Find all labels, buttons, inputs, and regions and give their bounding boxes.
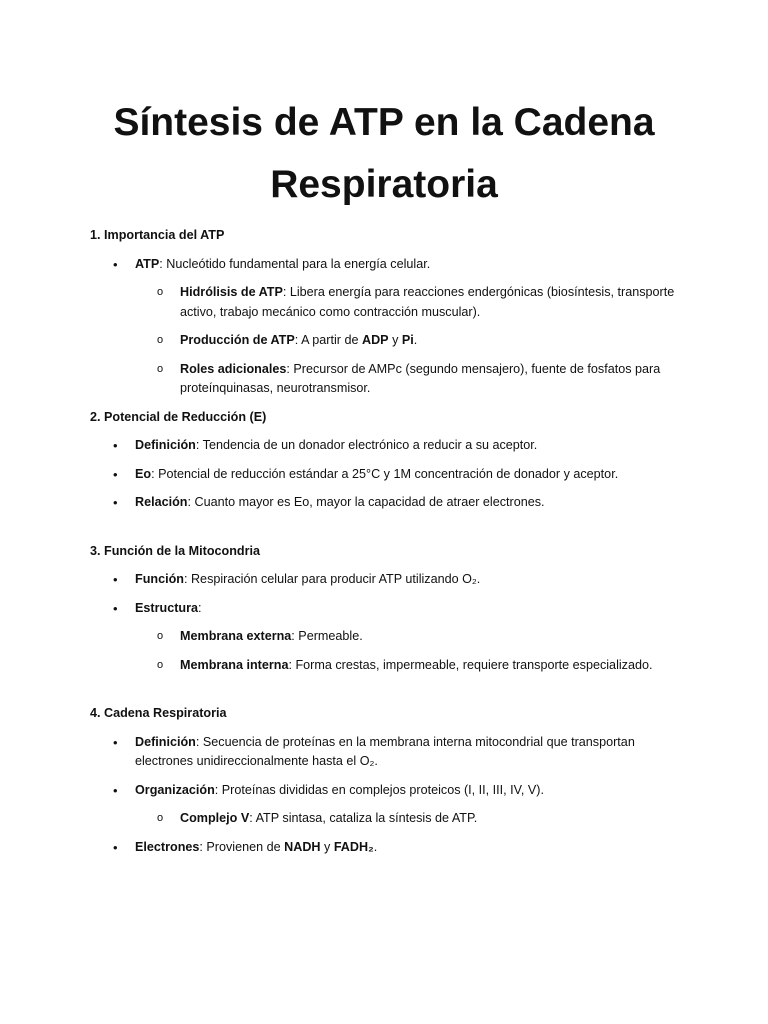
section-heading: 2. Potencial de Reducción (E) bbox=[90, 409, 267, 424]
item-text: : Tendencia de un donador electrónico a reducir a su aceptor. bbox=[195, 438, 538, 452]
section-heading: 1. Importancia del ATP bbox=[90, 228, 225, 242]
bullet-dot-icon: • bbox=[113, 782, 118, 798]
item-text: : Cuanto mayor es Eo, mayor la capacidad de atraer electrones. bbox=[187, 495, 545, 509]
item-text: . bbox=[373, 839, 378, 854]
bullet-list bbox=[90, 255, 690, 399]
item-term: Función bbox=[135, 572, 184, 586]
item-term: Relación bbox=[135, 495, 188, 509]
bullet-list bbox=[90, 570, 690, 675]
bullet-dot-icon: • bbox=[113, 466, 118, 482]
item-term: Eo bbox=[135, 466, 152, 481]
hollow-circle-bullet-icon: o bbox=[157, 362, 164, 375]
sub-bullet-list bbox=[135, 283, 690, 399]
list-item bbox=[90, 436, 690, 456]
sub-list-item bbox=[135, 331, 690, 351]
item-strong: FADH₂ bbox=[333, 839, 374, 854]
item-text: : Secuencia de proteínas en la membrana interna mitocondrial que transportan electrones unidireccionalmente hasta el O₂. bbox=[135, 734, 635, 768]
item-term: Estructura bbox=[135, 600, 198, 615]
item-text: y bbox=[320, 839, 334, 854]
page-title: Síntesis de ATP en la Cadena Respiratoria bbox=[113, 101, 655, 206]
item-term: Producción de ATP bbox=[180, 333, 295, 347]
spacer bbox=[90, 522, 690, 542]
bullet-dot-icon: • bbox=[113, 438, 118, 453]
item-strong: ADP bbox=[361, 333, 389, 347]
sub-list-item bbox=[135, 809, 690, 829]
item-term: Definición bbox=[135, 438, 196, 452]
spacer bbox=[90, 684, 690, 704]
section-importancia-atp bbox=[90, 226, 690, 399]
list-item bbox=[90, 570, 690, 590]
item-text: : A partir de bbox=[294, 333, 362, 347]
bullet-dot-icon: • bbox=[113, 495, 118, 510]
section-potencial-reduccion bbox=[90, 408, 690, 513]
list-item bbox=[90, 465, 690, 485]
item-text: : Nucleótido fundamental para la energía celular. bbox=[159, 256, 431, 271]
item-text: : bbox=[198, 600, 202, 615]
item-text: : Respiración celular para producir ATP utilizando O₂. bbox=[183, 572, 481, 586]
item-text: : Precursor de AMPc (segundo mensajero), fuente de fosfatos para proteínquinasas, neurotransmisor. bbox=[180, 361, 661, 395]
sub-bullet-list bbox=[135, 809, 690, 829]
document-body bbox=[90, 226, 690, 866]
bullet-dot-icon: • bbox=[113, 256, 118, 272]
section-heading: 4. Cadena Respiratoria bbox=[90, 706, 227, 720]
item-text: : ATP sintasa, cataliza la síntesis de ATP. bbox=[249, 811, 478, 825]
section-cadena-respiratoria bbox=[90, 704, 690, 857]
hollow-circle-bullet-icon: o bbox=[157, 286, 164, 298]
list-item bbox=[90, 599, 690, 676]
item-text: : Forma crestas, impermeable, requiere transporte especializado. bbox=[288, 657, 653, 672]
sub-list-item bbox=[135, 283, 690, 322]
item-term: Roles adicionales bbox=[180, 361, 287, 376]
hollow-circle-bullet-icon: o bbox=[157, 334, 164, 346]
section-funcion-mitocondria bbox=[90, 542, 690, 676]
item-text: y bbox=[388, 333, 402, 347]
item-term: Membrana externa bbox=[180, 629, 292, 643]
item-term: Definición bbox=[135, 734, 196, 749]
list-item bbox=[90, 733, 690, 772]
item-term: Organización bbox=[135, 782, 215, 797]
item-strong: NADH bbox=[284, 839, 321, 854]
bullet-list bbox=[90, 733, 690, 858]
item-term: Electrones bbox=[135, 839, 200, 854]
hollow-circle-bullet-icon: o bbox=[157, 630, 164, 642]
list-item bbox=[90, 781, 690, 829]
section-heading: 3. Función de la Mitocondria bbox=[90, 543, 261, 558]
item-text: . bbox=[413, 333, 418, 347]
list-item bbox=[90, 255, 690, 399]
sub-list-item bbox=[135, 360, 690, 399]
list-item bbox=[90, 493, 690, 513]
item-text: : Potencial de reducción estándar a 25°C y 1M concentración de donador y aceptor. bbox=[151, 466, 619, 481]
item-text: : Libera energía para reacciones endergónicas (biosíntesis, transporte activo, trabajo mecánico como contracción muscular). bbox=[180, 285, 675, 319]
hollow-circle-bullet-icon: o bbox=[157, 658, 164, 671]
sub-bullet-list bbox=[135, 627, 690, 675]
bullet-dot-icon: • bbox=[113, 839, 118, 855]
sub-list-item bbox=[135, 627, 690, 647]
item-term: Hidrólisis de ATP bbox=[180, 285, 283, 299]
item-text: : Provienen de bbox=[199, 839, 285, 854]
hollow-circle-bullet-icon: o bbox=[157, 812, 164, 824]
list-item bbox=[90, 838, 690, 858]
bullet-dot-icon: • bbox=[113, 734, 118, 750]
item-term: ATP bbox=[135, 256, 160, 271]
bullet-dot-icon: • bbox=[113, 572, 118, 587]
item-text: : Proteínas divididas en complejos proteicos (I, II, III, IV, V). bbox=[214, 782, 545, 797]
item-term: Complejo V bbox=[180, 811, 250, 825]
bullet-list bbox=[90, 436, 690, 513]
bullet-dot-icon: • bbox=[113, 600, 118, 616]
item-strong: Pi bbox=[401, 333, 414, 347]
sub-list-item bbox=[135, 656, 690, 676]
item-text: : Permeable. bbox=[291, 629, 363, 643]
item-term: Membrana interna bbox=[180, 657, 289, 672]
